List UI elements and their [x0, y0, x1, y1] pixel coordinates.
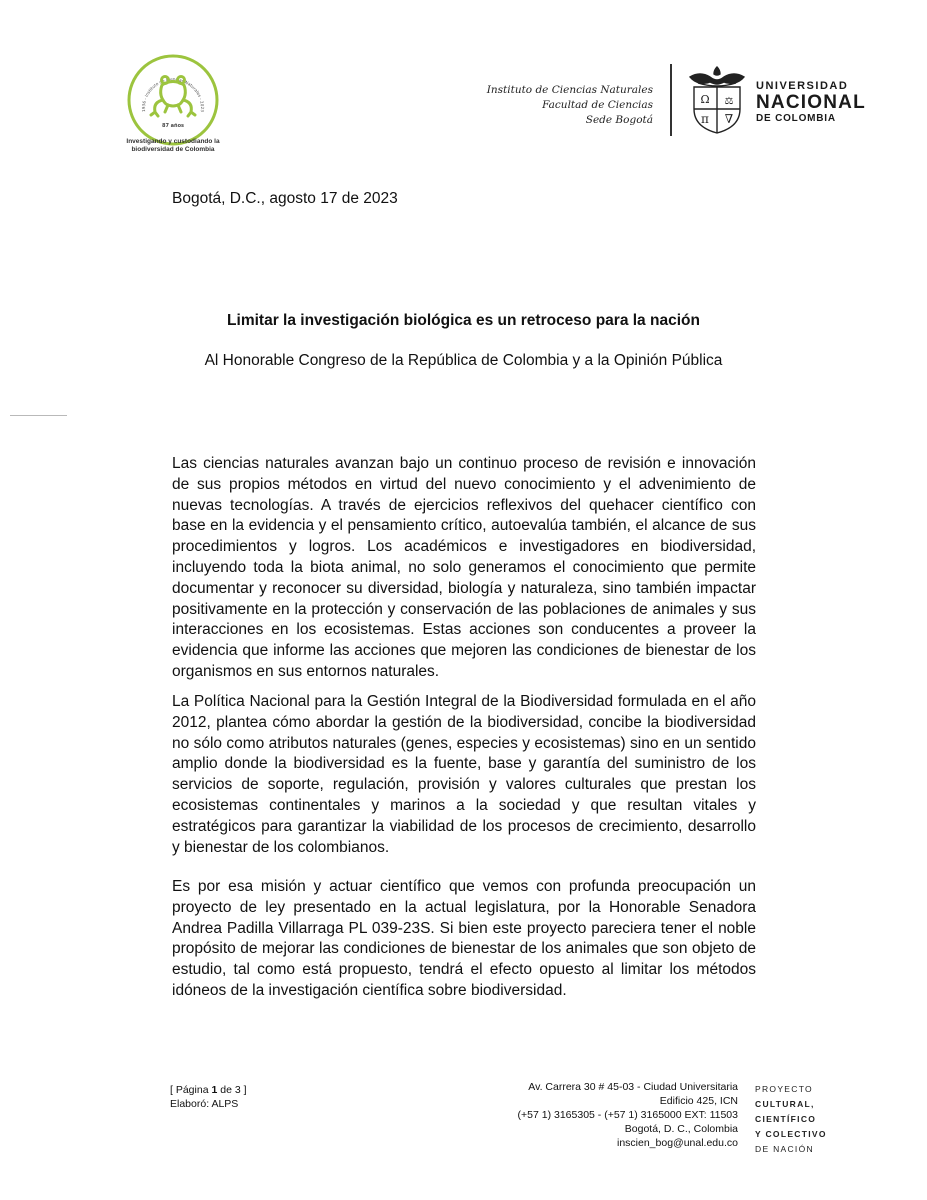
page-info: [170, 1083, 247, 1111]
page-number: [ Página 1 de 3 ]: [170, 1084, 247, 1096]
svg-text:Ω: Ω: [700, 93, 710, 106]
email-link[interactable]: inscien_bog@unal.edu.co: [617, 1137, 738, 1149]
body-paragraph: Es por esa misión y actuar científico que vemos con profunda preocupación un proyecto de ley presentado en la actual legislatura, por la Honorable Senadora Andrea Padilla Villarraga PL 039-23S. Si bien este proyecto pareciera tener el noble propósito de mejorar las condiciones de bienestar de los animales que son objeto de estudio, tal como está propuesto, tendrá el efecto opuesto al limitar los métodos idóneos de la investigación científica sobre biodiversidad.: [172, 878, 756, 999]
address-line: Av. Carrera 30 # 45-03 - Ciudad Universitaria: [528, 1081, 738, 1093]
institute-name: Instituto de Ciencias Naturales: [486, 84, 653, 96]
page-current: 1: [211, 1084, 218, 1096]
page-total: de 3: [220, 1084, 241, 1096]
author-line: Elaboró: ALPS: [170, 1098, 239, 1110]
faculty-name: Facultad de Ciencias: [542, 99, 653, 111]
logo-tagline-line: Investigando y custodiando la: [126, 138, 220, 145]
campus-name: Sede Bogotá: [585, 114, 653, 126]
phone-line: (+57 1) 3165305 - (+57 1) 3165000 EXT: 11503: [517, 1109, 738, 1121]
page-label: Página: [175, 1084, 209, 1096]
unal-line-3: DE COLOMBIA: [756, 113, 836, 124]
address-block: [470, 1080, 738, 1150]
svg-text:⚖: ⚖: [724, 96, 734, 107]
letter-title: Limitar la investigación biológica es un retroceso para la nación: [227, 312, 700, 329]
body-paragraph: Las ciencias naturales avanzan bajo un continuo proceso de revisión e innovación de sus propios métodos en virtud del nuevo conocimiento y el advenimiento de nuevas tecnologías. A través de ejercicios reflexivos del quehacer científico con base en la evidencia y el pensamiento crítico, autoevalúa también, el alcance de sus procedimientos y logros. Los académicos e investigadores en biodiversidad, incluyendo toda la biota animal, no solo generamos el conocimiento que permite documentar y reconocer su diversidad, biología y naturaleza, sino también impactar positivamente en la protección y conservación de las poblaciones de animales y sus interacciones en los ecosistemas. Estas acciones son conducentes a proveer la evidencia que informe las acciones que mejoren las condiciones de bienestar de los organismos en sus entornos naturales.: [172, 455, 756, 680]
margin-mark: [10, 415, 67, 416]
address-line: Edificio 425, ICN: [659, 1095, 738, 1107]
logo-tagline-line: biodiversidad de Colombia: [131, 146, 215, 153]
svg-text:π: π: [701, 112, 709, 126]
slogan-line: DE NACIÓN: [755, 1144, 814, 1154]
unal-wordmark: [756, 80, 866, 125]
header-divider: [670, 64, 672, 136]
unal-crest-icon: [686, 63, 748, 137]
logo-years: 87 años: [161, 123, 185, 129]
unal-line-2: NACIONAL: [756, 92, 866, 113]
slogan-line: Y COLECTIVO: [755, 1129, 827, 1139]
slogan-line: CULTURAL,: [755, 1099, 815, 1109]
letter-date: Bogotá, D.C., agosto 17 de 2023: [172, 190, 398, 207]
city-line: Bogotá, D. C., Colombia: [624, 1123, 738, 1135]
body-paragraph: La Política Nacional para la Gestión Integral de la Biodiversidad formulada en el año 2012, plantea cómo abordar la gestión de la biodiversidad, concibe la biodiversidad no sólo como atributos naturales (genes, especies y ecosistemas) sino en un sentido amplio donde la biodiversidad es la fuente, base y garantía del suministro de los servicios de soporte, regulación, provisión y valores culturales que prestan los ecosistemas continentales y marinos a la sociedad y que resultan vitales y estratégicos para garantizar la viabilidad de los procesos de crecimiento, desarrollo y bienestar de los colombianos.: [172, 693, 756, 856]
slogan-line: CIENTÍFICO: [755, 1114, 817, 1124]
slogan-line: PROYECTO: [755, 1084, 813, 1094]
unal-line-1: UNIVERSIDAD: [756, 80, 849, 92]
project-slogan: [755, 1082, 827, 1157]
svg-text:∇: ∇: [724, 112, 734, 126]
logo-tagline: [118, 138, 228, 154]
logo-arc-text: 1936 - Instituto de Ciencias Naturales - 2023: [140, 76, 206, 113]
institute-block: [470, 83, 653, 128]
letter-recipient: Al Honorable Congreso de la República de Colombia y a la Opinión Pública: [204, 352, 723, 369]
